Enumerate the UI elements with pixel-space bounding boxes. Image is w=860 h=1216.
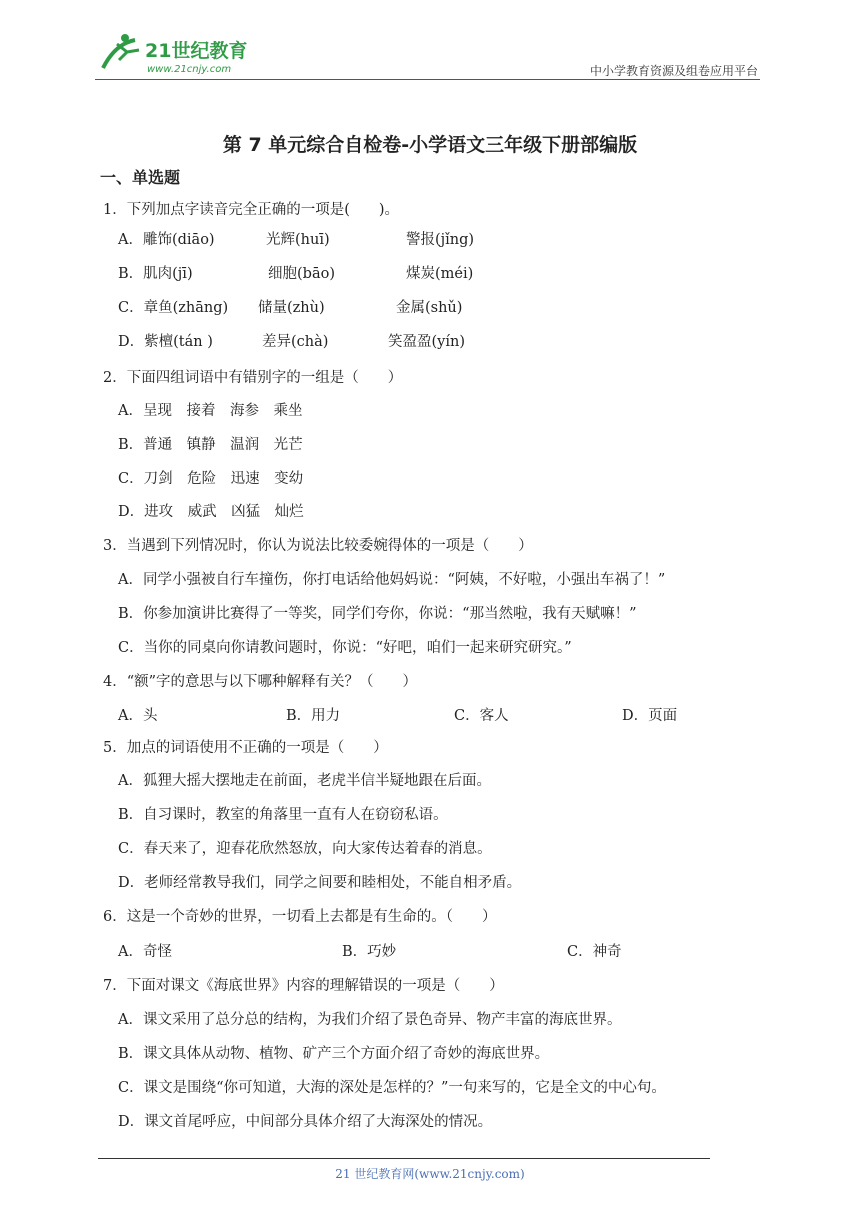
q1-option-b-1: B．肌肉(jī) bbox=[118, 266, 193, 282]
q1-option-c-1: C．章鱼(zhāng) bbox=[118, 300, 229, 316]
q7-option-b: B．课文具体从动物、植物、矿产三个方面介绍了奇妙的海底世界。 bbox=[118, 1046, 550, 1062]
question-5: 5．加点的词语使用不正确的一项是（ ） bbox=[103, 740, 388, 756]
q1-option-a-2: 光辉(huī) bbox=[266, 232, 330, 248]
logo-21cnjy bbox=[95, 30, 265, 76]
q1-option-c-3: 金属(shǔ) bbox=[396, 300, 463, 316]
q1-option-d-2: 差异(chà) bbox=[262, 334, 329, 350]
q7-option-c: C．课文是围绕“你可知道，大海的深处是怎样的？”一句来写的，它是全文的中心句。 bbox=[118, 1080, 666, 1096]
q3-option-a: A．同学小强被自行车撞伤，你打电话给他妈妈说：“阿姨，不好啦，小强出车祸了！” bbox=[118, 572, 666, 588]
q4-option-d: D．页面 bbox=[622, 708, 678, 724]
page-title: 第 7 单元综合自检卷-小学语文三年级下册部编版 bbox=[222, 134, 638, 156]
q3-option-b: B．你参加演讲比赛得了一等奖，同学们夸你，你说：“那当然啦，我有天赋嘛！” bbox=[118, 606, 637, 622]
q6-option-c: C．神奇 bbox=[567, 944, 622, 960]
q2-option-b: B．普通 镇静 温润 光芒 bbox=[118, 437, 303, 453]
q1-option-b-2: 细胞(bāo) bbox=[268, 266, 335, 282]
q1-option-b-3: 煤炭(méi) bbox=[406, 266, 474, 282]
question-4: 4．“额”字的意思与以下哪种解释有关？（ ） bbox=[103, 674, 418, 690]
q2-option-c: C．刀剑 危险 迅速 变幼 bbox=[118, 471, 304, 487]
q1-option-c-2: 储量(zhù) bbox=[258, 300, 325, 316]
q4-option-b: B．用力 bbox=[286, 708, 341, 724]
q1-option-a-3: 警报(jǐng) bbox=[406, 232, 475, 248]
platform-name: 中小学教育资源及组卷应用平台 bbox=[589, 64, 758, 78]
q5-option-a: A．狐狸大摇大摆地走在前面，老虎半信半疑地跟在后面。 bbox=[118, 773, 491, 789]
footer-divider bbox=[98, 1158, 710, 1159]
svg-text:21世纪教育: 21世纪教育 bbox=[145, 40, 248, 62]
q2-option-d: D．进攻 威武 凶猛 灿烂 bbox=[118, 504, 304, 520]
q5-option-d: D．老师经常教导我们，同学之间要和睦相处，不能自相矛盾。 bbox=[118, 875, 522, 891]
q4-option-c: C．客人 bbox=[454, 708, 509, 724]
q1-option-d-1: D．紫檀(tán ) bbox=[118, 334, 213, 350]
q6-option-a: A．奇怪 bbox=[118, 944, 172, 960]
q5-option-c: C．春天来了，迎春花欣然怒放，向大家传达着春的消息。 bbox=[118, 841, 492, 857]
header-divider bbox=[95, 79, 760, 80]
q7-option-a: A．课文采用了总分总的结构，为我们介绍了景色奇异、物产丰富的海底世界。 bbox=[118, 1012, 622, 1028]
question-6: 6．这是一个奇妙的世界，一切看上去都是有生命的。（ ） bbox=[103, 909, 497, 925]
question-2: 2．下面四组词语中有错别字的一组是（ ） bbox=[103, 370, 403, 386]
q1-option-d-3: 笑盈盈(yín) bbox=[388, 334, 465, 350]
q6-option-b: B．巧妙 bbox=[342, 944, 397, 960]
question-3: 3．当遇到下列情况时，你认为说法比较委婉得体的一项是（ ） bbox=[103, 538, 533, 554]
q5-option-b: B．自习课时，教室的角落里一直有人在窃窃私语。 bbox=[118, 807, 448, 823]
section-heading: 一、单选题 bbox=[100, 168, 181, 187]
q4-option-a: A．头 bbox=[118, 708, 158, 724]
footer-link[interactable]: 21 世纪教育网(www.21cnjy.com) bbox=[335, 1167, 525, 1181]
q1-option-a-1: A．雕饰(diāo) bbox=[118, 232, 215, 248]
q7-option-d: D．课文首尾呼应，中间部分具体介绍了大海深处的情况。 bbox=[118, 1114, 493, 1130]
question-7: 7．下面对课文《海底世界》内容的理解错误的一项是（ ） bbox=[103, 978, 504, 994]
q3-option-c: C．当你的同桌向你请教问题时，你说：“好吧，咱们一起来研究研究。” bbox=[118, 640, 572, 656]
svg-text:www.21cnjy.com: www.21cnjy.com bbox=[147, 64, 232, 75]
page-header bbox=[95, 30, 760, 80]
q2-option-a: A．呈现 接着 海参 乘坐 bbox=[118, 403, 303, 419]
question-1: 1．下列加点字读音完全正确的一项是( )。 bbox=[103, 202, 400, 218]
